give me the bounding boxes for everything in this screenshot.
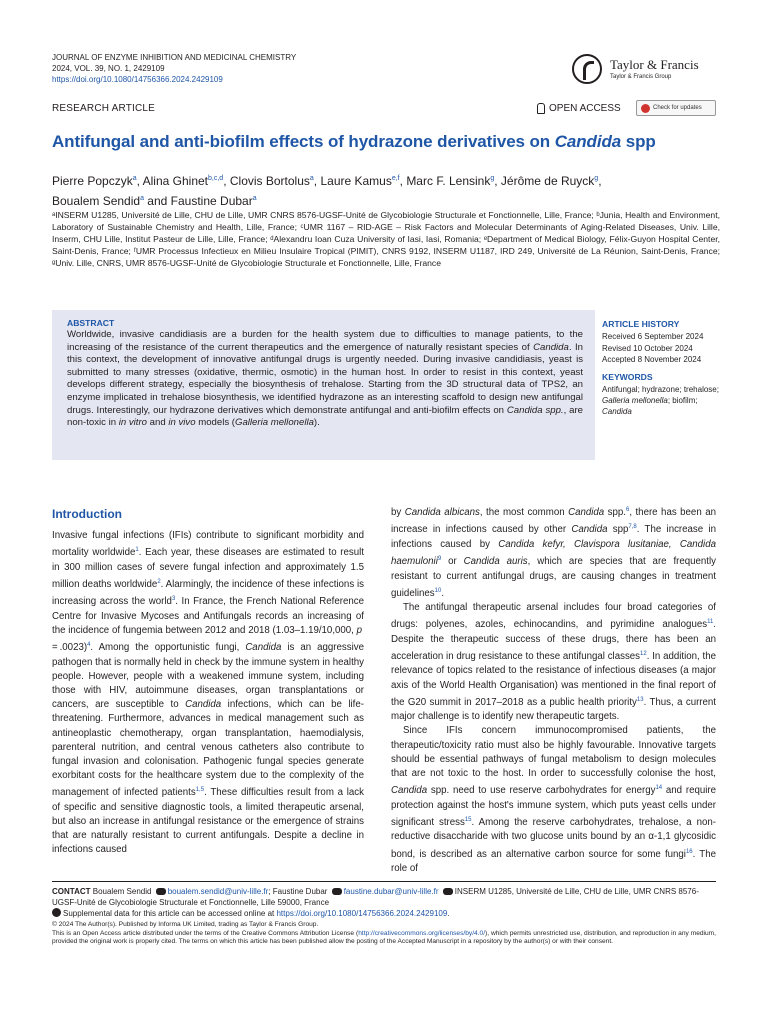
- check-updates-button[interactable]: [636, 100, 716, 116]
- check-updates-label: Check for updates: [653, 105, 702, 111]
- author-list: Pierre Popczyk$^a$, Alina Ghinet$^{b,c,d}$, Clovis Bortolus$^a$, Laure Kamus$^{e,f}$, Marc F. Lensink$^g$, Jérôme de Ruyck$^g$, Boualem Sendid$^a$ and Faustine Dubar$^a$: [52, 174, 602, 208]
- journal-volume: 2024, VOL. 39, NO. 1, 2429109: [52, 64, 165, 73]
- email-icon: [156, 888, 166, 895]
- publisher-group: Taylor & Francis Group: [610, 74, 672, 80]
- supplemental-link[interactable]: https://doi.org/10.1080/14756366.2024.2429109: [276, 909, 448, 918]
- email-link-dubar[interactable]: faustine.dubar@univ-lille.fr: [343, 887, 439, 896]
- keywords-heading: KEYWORDS: [602, 372, 653, 382]
- abstract-text: Worldwide, invasive candidiasis are a burden for the health system due to difficulties to manage patients, to the increasing of the resistance of the current therapeutics and the emergence of naturally resistant species of Candida. In this context, the development of innovative antifungal drugs is urgently needed. During invasive candidiasis, yeast is submitted to many stresses (oxidative, thermic, osmotic) in the human host. In order to resist in this context, yeast develops different strategy, especially the biosynthesis of trehalose. Starting from the 3D structural data of TPS2, an enzyme implicated in trehalose biosynthesis, we identified hydrazone as an interesting scaffold to design new antifungal drugs. Interestingly, our hydrazone derivatives which demonstrate antifungal and anti-biofilm effects on Candida spp., are non-toxic in in vitro and in vivo models (Galleria mellonella).: [67, 329, 584, 429]
- open-lock-icon: [537, 103, 545, 114]
- tf-logo-icon: [572, 54, 602, 84]
- contact-block: CONTACT Boualem Sendid boualem.sendid@univ-lille.fr; Faustine Dubar faustine.dubar@univ-lille.fr INSERM U1285, Université de Lille, CHU de Lille, UMR CNRS 8576-UGSF-Unité de Glycobiologie Structurale et Fonctionnelle, Lille 59000, France Supplemental data for this article can be accessed online at https://doi.org/10.1080/14756366.2024.2429109.: [52, 887, 699, 918]
- article-type: RESEARCH ARTICLE: [52, 103, 156, 114]
- license-link[interactable]: http://creativecommons.org/licenses/by/4.0/: [358, 929, 486, 937]
- publisher-name: Taylor & Francis: [610, 57, 699, 72]
- keywords: Antifungal; hydrazone; trehalose; Galleria mellonella; biofilm; Candida: [602, 385, 719, 416]
- email-icon: [332, 888, 342, 895]
- journal-name: JOURNAL OF ENZYME INHIBITION AND MEDICINAL CHEMISTRY: [52, 53, 297, 62]
- email-link-sendid[interactable]: boualem.sendid@univ-lille.fr: [167, 887, 269, 896]
- introduction-heading: Introduction: [52, 507, 122, 521]
- footer-divider: [52, 881, 716, 882]
- article-title: Antifungal and anti-biofilm effects of hydrazone derivatives on Candida spp: [52, 132, 656, 151]
- affiliations: ᵃINSERM U1285, Université de Lille, CHU de Lille, UMR CNRS 8576-UGSF-Unité de Glycobiologie Structurale et Fonctionnelle, Lille, France; ᵇJunia, Health and Environment, Laboratory of Sustainable Chemistry and Health, Lille, France; ᶜUMR 1167 – RID-AGE – Risk Factors and Molecular Determinants of Aging-Related Diseases, Univ. Lille, Inserm, CHU Lille, Institut Pasteur de Lille, Lille, France; ᵈAlexandru Ioan Cuza University of Iasi, Iasi, Romania; ᵉDepartment of Medical Biology, Félix-Guyon Hospital Center, Saint-Denis, France; ᶠUMR Processus Infectieux en Milieu Insulaire Tropical (PIMIT), CNRS 9192, INSERM U1187, IRD 249, Université de La Réunion, Saint-Denis, France; ᵍUniv. Lille, CNRS, UMR 8576-UGSF-Unité de Glycobiologie Structurale et Fonctionnelle, Lille, France: [52, 210, 720, 268]
- journal-header: [52, 52, 296, 85]
- doi-link[interactable]: https://doi.org/10.1080/14756366.2024.2429109: [52, 75, 223, 84]
- body-column-right: by Candida albicans, the most common Candida spp.$^6$, there has been an increase in infections caused by other Candida spp$^{7,8}$. The increase in infections caused by Candida kefyr, Clavispora lusitaniae, Candida haemulonii$^9$ or Candida auris, which are species that are frequently resistant to current antifungal drugs, are causing changes in treatment guidelines$^{10}$. The antifungal therapeutic arsenal includes four broad categories of drugs: polyenes, azoles, echinocandins, and pyrimidine analogues$^{11}$. Despite the therapeutic success of these drugs, there has been an acceleration in drug resistance to these antifungal classes$^{12}$. In addition, the relevance of topics related to the resistance of infectious diseases (a major axis of the World Health Organisation) was mentioned in the final report of the G20 summit in 2017–2018 as a public health priority$^{13}$. Thus, a current major challenge is to identify new therapeutic targets. Since IFIs concern immunocompromised patients, the therapeutic/toxicity ratio must also be highly favourable. Innovative targets should be essential pathways of fungal metabolism to design molecules that are not toxic to the host. In order to successfully colonise the host, Candida spp. need to use reserve carbohydrates for energy$^{14}$ and require protection against the host's immune system, which puts yeast cells under significant stress$^{15}$. Among the reserve carbohydrates, trehalose, a non-reductive disaccharide with two glucose units bound by an α-1,1 glycosidic bond, is described as an alternative carbon source for some fungi$^{16}$. The role of: [391, 507, 717, 875]
- body-column-left: Invasive fungal infections (IFIs) contribute to significant morbidity and mortality worldwide$^1$. Each year, these diseases are estimated to result in 300 million cases of severe fungal infection and approximately 1.5 million deaths worldwide$^2$. Alarmingly, the incidence of these infections is increasing across the world$^3$. In France, the French National Reference Centre for Invasive Mycoses and Antifungals records an increasing of the incidence of fungemia between 2012 and 2018 (1.03–1.19/10,000, p = .0023)$^4$. Among the opportunistic fungi, Candida is an aggressive pathogen that is normally held in check by the immune system in healthy people. However, people with a weakened immune system, including those with HIV, autoimmune diseases, organ transplantations or cancers, are susceptible to Candida infections, which can be life-threatening. Furthermore, advances in medical management such as antineoplastic chemotherapy, organ transplantation, haemodialysis, parenteral nutrition, and central venous catheters also contribute to fungal invasion and colonisation. Pathogenic fungal species generate exorbitant costs for the healthcare system due to the complexity of the management of infected patients$^{1,5}$. These difficulties result from a lack of specific and sensitive diagnostic tools, a limited therapeutic arsenal, but also an increase in antifungal resistance or the emergence of strains that are naturally resistant to current antifungals. Despite a decline in infections caused: [52, 530, 364, 856]
- address-icon: [443, 888, 453, 895]
- article-history-heading: ARTICLE HISTORY: [602, 319, 680, 329]
- open-access-label: [537, 103, 621, 114]
- abstract-heading: ABSTRACT: [67, 318, 115, 328]
- article-history: Received 6 September 2024 Revised 10 October 2024 Accepted 8 November 2024: [602, 332, 704, 364]
- open-access-text: OPEN ACCESS: [549, 103, 621, 114]
- supplemental-icon: [52, 908, 61, 917]
- publisher-logo[interactable]: [572, 54, 712, 86]
- crossmark-icon: [641, 104, 650, 113]
- license-block: © 2024 The Author(s). Published by Informa UK Limited, trading as Taylor & Francis Group. This is an Open Access article distributed under the terms of the Creative Commons Attribution License (http://creativecommons.org/licenses/by/4.0/), which permits unrestricted use, distribution, and reproduction in any medium, provided the original work is properly cited. The terms on which this article has been published allow the posting of the Accepted Manuscript in a repository by the author(s) or with their consent.: [52, 921, 716, 946]
